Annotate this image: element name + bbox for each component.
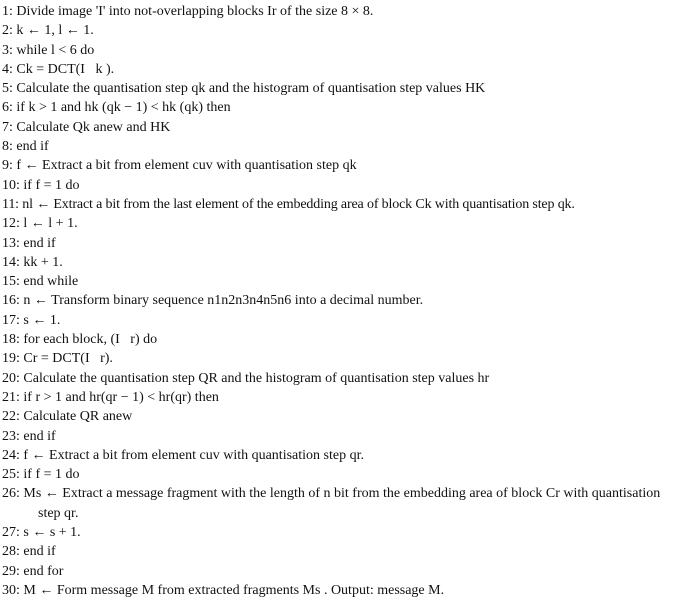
algorithm-line-28: 28: end if — [2, 544, 56, 560]
algorithm-line-18: 18: for each block, (I r) do — [2, 332, 158, 348]
algorithm-line-2: 2: k ← 1, l ← 1. — [2, 23, 94, 39]
algorithm-line-27: 27: s ← s + 1. — [2, 525, 81, 541]
algorithm-line-8: 8: end if — [2, 139, 49, 155]
algorithm-line-6: 6: if k > 1 and hk (qk − 1) < hk (qk) then — [2, 100, 231, 116]
algorithm-line-22: 22: Calculate QR anew — [2, 409, 133, 425]
algorithm-line-20: 20: Calculate the quantisation step QR and the histogram of quantisation step values hr — [2, 370, 490, 386]
algorithm-line-11: 11: nl ← Extract a bit from the last element of the embedding area of block Ck with quantisation step qk. — [2, 196, 575, 212]
algorithm-line-29: 29: end for — [2, 563, 64, 579]
algorithm-line-23: 23: end if — [2, 428, 56, 444]
algorithm-line-12: 12: l ← l + 1. — [2, 216, 78, 232]
algorithm-line-14: 14: kk + 1. — [2, 254, 63, 270]
algorithm-line-24: 24: f ← Extract a bit from element cuv with quantisation step qr. — [2, 447, 364, 463]
algorithm-line-7: 7: Calculate Qk anew and HK — [2, 119, 171, 135]
algorithm-line-5: 5: Calculate the quantisation step qk and the histogram of quantisation step values HK — [2, 81, 486, 97]
algorithm-line-13: 13: end if — [2, 235, 56, 251]
algorithm-line-16: 16: n ← Transform binary sequence n1n2n3n4n5n6 into a decimal number. — [2, 293, 424, 309]
algorithm-line-4: 4: Ck = DCT(I k ). — [2, 61, 115, 77]
algorithm-line-15: 15: end while — [2, 274, 79, 290]
algorithm-line-10: 10: if f = 1 do — [2, 177, 80, 193]
algorithm-line-21: 21: if r > 1 and hr(qr − 1) < hr(qr) then — [2, 389, 219, 405]
algorithm-line-1: 1: Divide image 'I' into not-overlapping blocks Ir of the size 8 × 8. — [2, 4, 374, 19]
algorithm-line-26: 26: Ms ← Extract a message fragment with the length of n bit from the embedding area of block Cr with quantisation step qr. — [2, 486, 664, 521]
algorithm-line-19: 19: Cr = DCT(I r). — [2, 351, 113, 367]
algorithm-line-9: 9: f ← Extract a bit from element cuv with quantisation step qk — [2, 158, 357, 174]
algorithm-line-3: 3: while l < 6 do — [2, 42, 95, 58]
algorithm-line-17: 17: s ← 1. — [2, 312, 61, 328]
algorithm-line-25: 25: if f = 1 do — [2, 467, 80, 483]
algorithm-listing — [2, 2, 674, 600]
algorithm-line-30: 30: M ← Form message M from extracted fragments Ms . Output: message M. — [2, 582, 445, 598]
